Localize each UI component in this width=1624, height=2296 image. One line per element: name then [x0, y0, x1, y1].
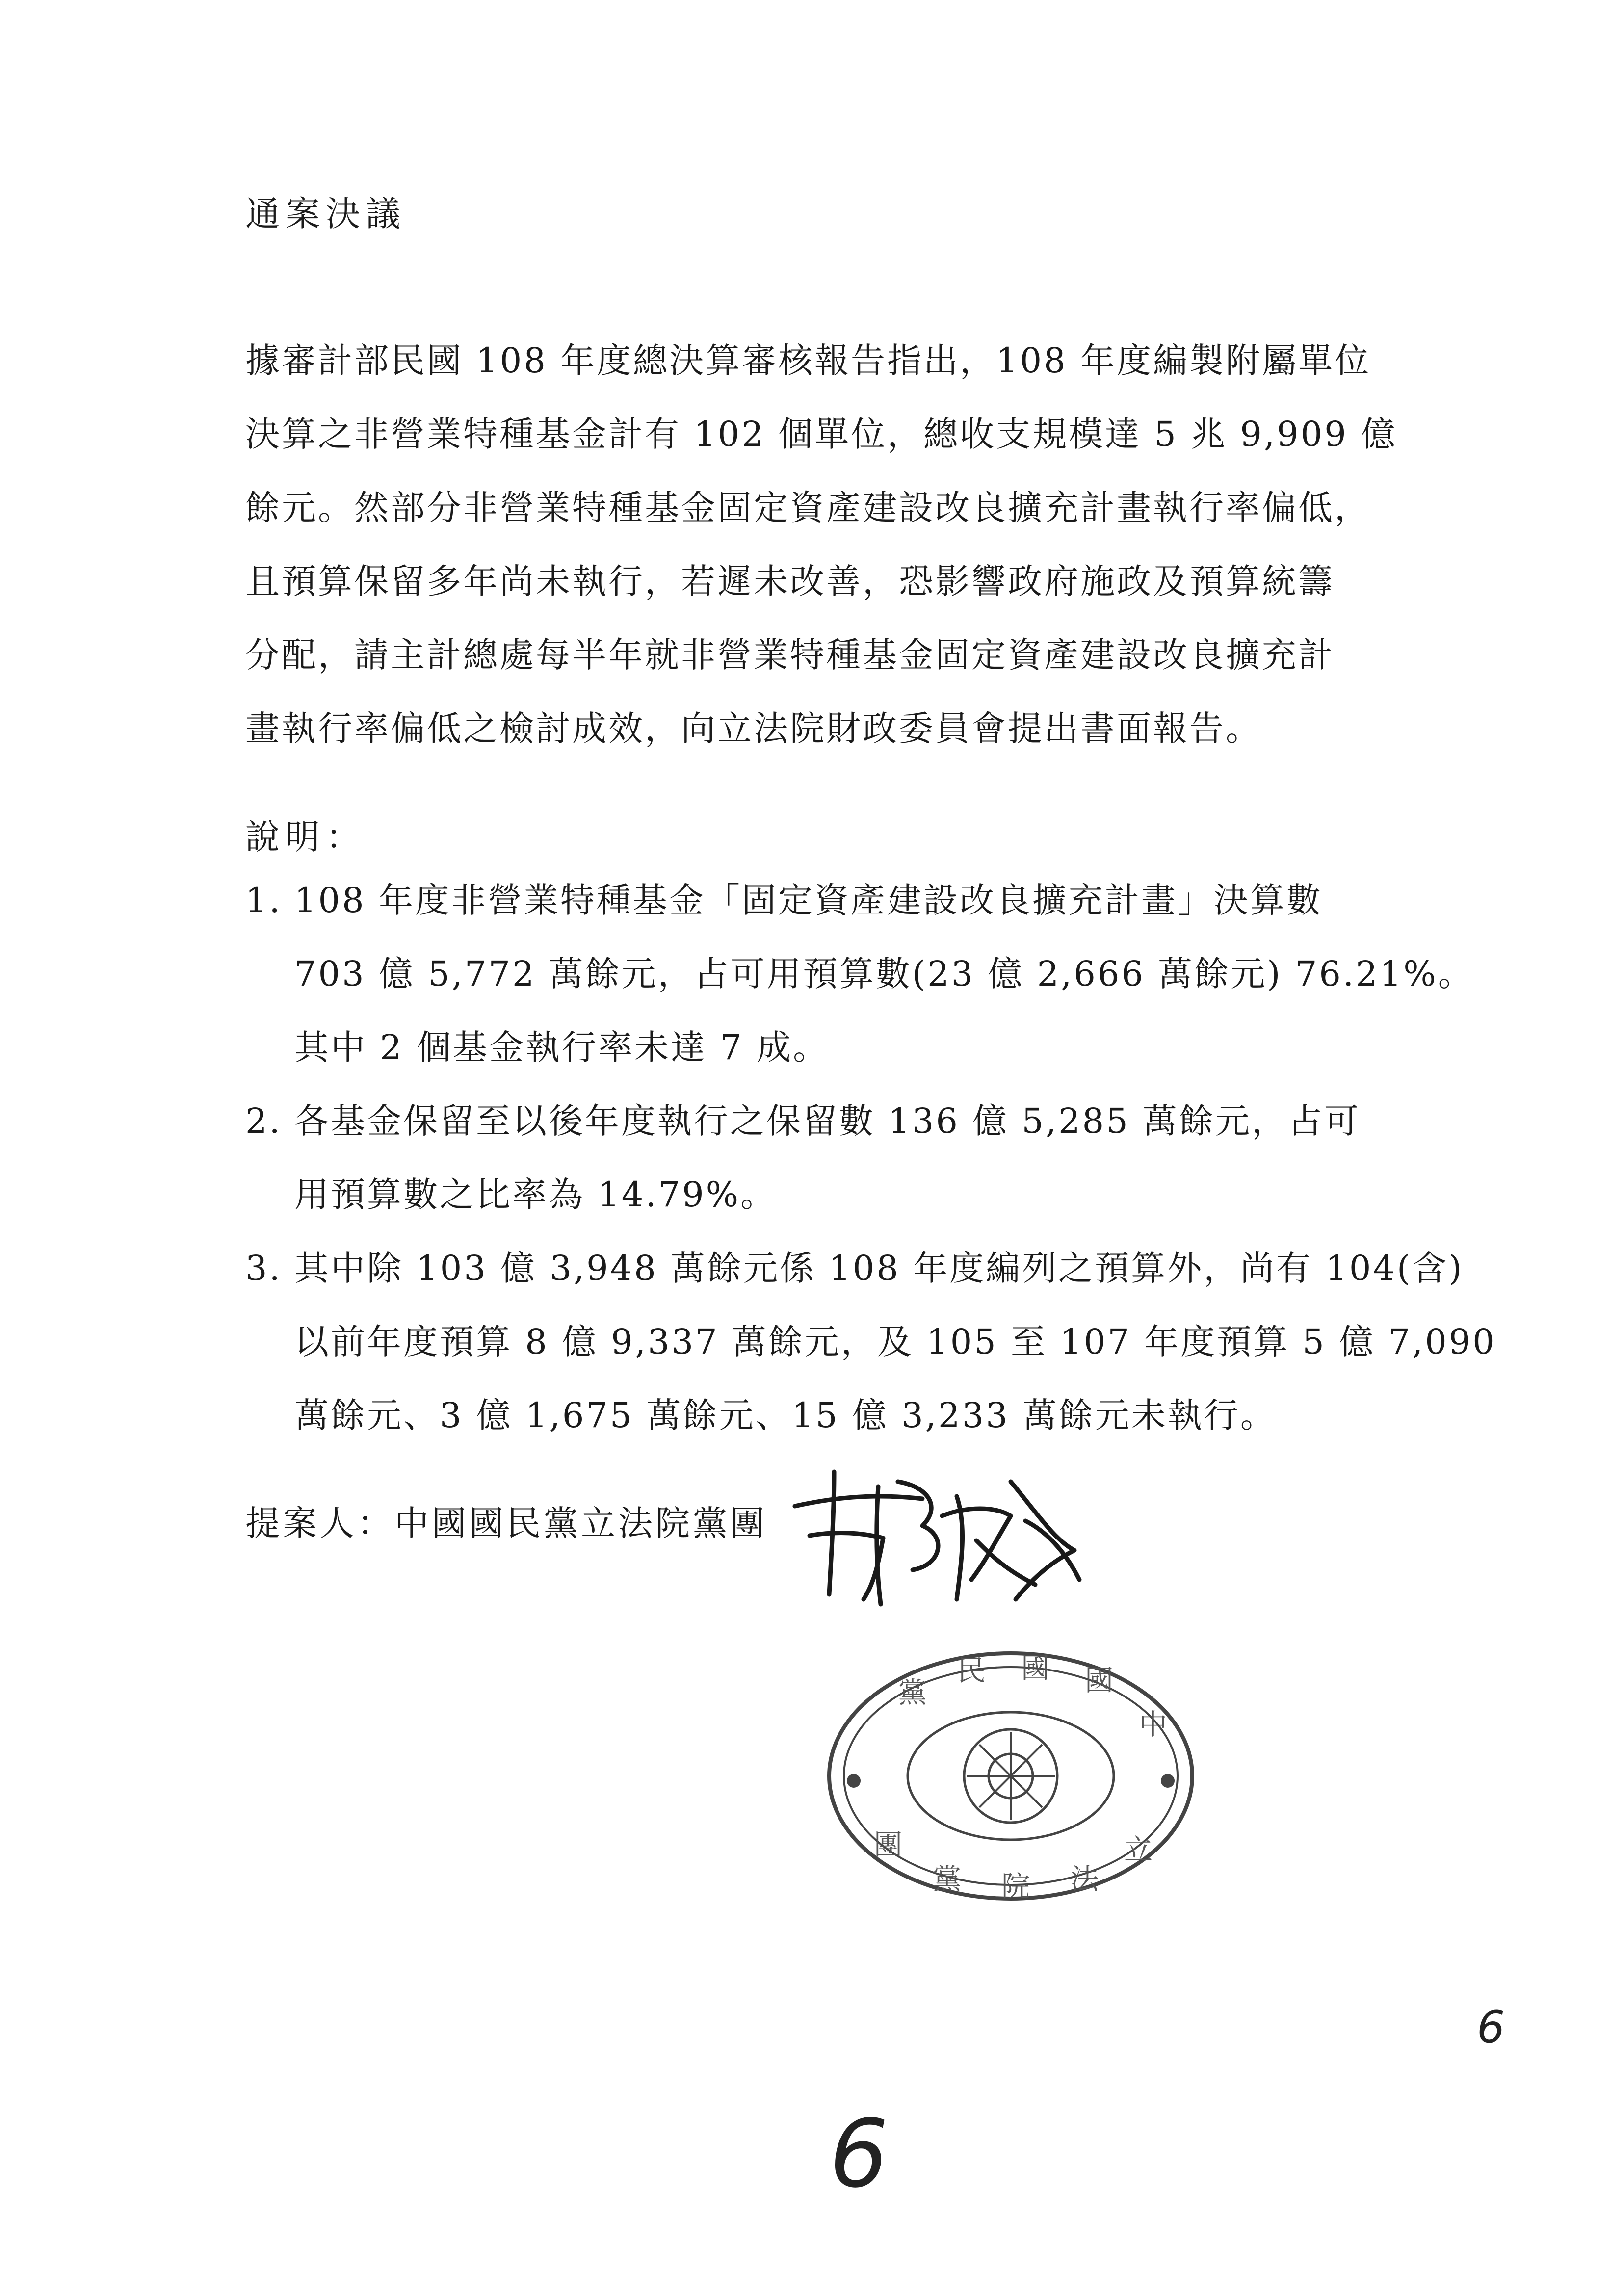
- item-line: 其中 2 個基金執行率未達 7 成。: [294, 1027, 830, 1068]
- explanation-item-1: [245, 863, 1474, 1084]
- seal-ornament-left: [847, 1774, 861, 1788]
- item-line: 用預算數之比率為 14.79%。: [294, 1174, 777, 1215]
- handwritten-corner-number: 6: [1477, 2002, 1505, 2053]
- explanation-label: 說明：: [245, 817, 366, 857]
- item-line: 108 年度非營業特種基金「固定資產建設改良擴充計畫」決算數: [294, 880, 1323, 920]
- item-number: 3.: [245, 1248, 282, 1288]
- seal-character: 法: [1070, 1862, 1099, 1896]
- seal-character: 國: [1021, 1651, 1050, 1685]
- proposer-line: 提案人：中國國民黨立法院黨團: [245, 1503, 767, 1543]
- resolution-paragraph: [245, 324, 1442, 765]
- item-number: 1.: [245, 880, 282, 920]
- seal-character: 團: [873, 1828, 903, 1861]
- paragraph-line: 畫執行率偏低之檢討成效，向立法院財政委員會提出書面報告。: [245, 708, 1262, 749]
- handwritten-signature: [780, 1452, 1084, 1619]
- paragraph-line: 且預算保留多年尚未執行，若遲未改善，恐影響政府施政及預算統籌: [245, 561, 1335, 601]
- seal-character: 民: [957, 1654, 986, 1687]
- item-line: 各基金保留至以後年度執行之保留數 136 億 5,285 萬餘元，占可: [294, 1101, 1361, 1141]
- explanation-item-2: [245, 1084, 1442, 1231]
- explanation-list: [245, 863, 1496, 1452]
- paragraph-line: 決算之非營業特種基金計有 102 個單位，總收支規模達 5 兆 9,909 億: [245, 414, 1398, 454]
- seal-character: 立: [1124, 1833, 1153, 1866]
- paragraph-line: 分配，請主計總處每半年就非營業特種基金固定資產建設改良擴充計: [245, 635, 1335, 675]
- seal-character: 黨: [932, 1862, 962, 1896]
- seal-character: 黨: [898, 1676, 927, 1709]
- item-line: 其中除 103 億 3,948 萬餘元係 108 年度編列之預算外，尚有 104(含): [294, 1248, 1464, 1288]
- party-seal: [824, 1648, 1197, 1904]
- seal-character: 中: [1138, 1708, 1168, 1741]
- paragraph-line: 據審計部民國 108 年度總決算審核報告指出，108 年度編製附屬單位: [245, 340, 1371, 381]
- item-line: 703 億 5,772 萬餘元，占可用預算數(23 億 2,666 萬餘元) 76.21%。: [294, 954, 1474, 994]
- seal-character: 國: [1084, 1664, 1114, 1697]
- document-title: 通案決議: [245, 194, 406, 234]
- item-number: 2.: [245, 1101, 282, 1141]
- item-line: 以前年度預算 8 億 9,337 萬餘元，及 105 至 107 年度預算 5 億 7,090: [294, 1322, 1496, 1362]
- seal-ornament-right: [1161, 1774, 1175, 1788]
- handwritten-page-number: 6: [829, 2100, 889, 2208]
- item-line: 萬餘元、3 億 1,675 萬餘元、15 億 3,233 萬餘元未執行。: [294, 1395, 1277, 1435]
- seal-character: 院: [1001, 1870, 1030, 1903]
- paragraph-line: 餘元。然部分非營業特種基金固定資產建設改良擴充計畫執行率偏低，: [245, 488, 1371, 528]
- explanation-item-3: [245, 1231, 1496, 1452]
